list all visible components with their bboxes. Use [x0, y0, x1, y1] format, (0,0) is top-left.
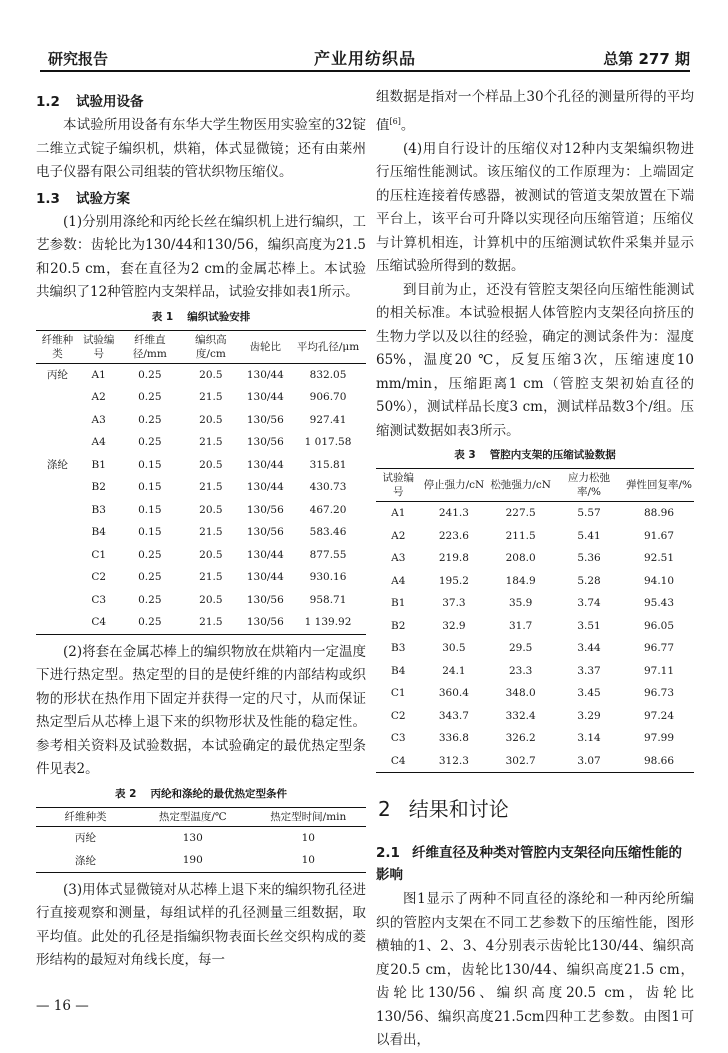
table-cell: 130/56	[246, 526, 284, 539]
section-number: 2	[378, 797, 391, 821]
table-cell: 130	[182, 831, 203, 844]
table-row	[376, 727, 694, 750]
table-cell: C1	[390, 687, 406, 700]
table-cell: 21.5	[199, 481, 223, 494]
table-cell: B3	[391, 642, 406, 655]
table-2-caption	[36, 786, 366, 801]
paragraph-results: 图1显示了两种不同直径的涤纶和一种丙纶所编织的管腔内支架在不同工艺参数下的压缩性能，图形横轴的1、2、3、4分别表示齿轮比130/44、编织高度20.5 cm，齿轮比130/44、编织高度21.5 cm，齿轮比130/56、编织高度20.5 cm，齿轮比130/56、编织高度21.5cm四种工艺参数。由图1可以看出，	[376, 891, 694, 1048]
column-header: 弹性回复率/%	[624, 469, 694, 502]
heading-number: 1.3	[36, 190, 60, 207]
table-cell: 0.15	[138, 458, 162, 471]
table-row	[36, 566, 366, 589]
table-cell: 130/44	[246, 368, 284, 381]
table-cell: 211.5	[505, 529, 536, 542]
table-cell: A3	[91, 413, 106, 426]
table-cell: 20.5	[199, 458, 223, 471]
table-cell: 348.0	[505, 687, 536, 700]
table-cell: 97.99	[643, 732, 675, 745]
table-cell: 21.5	[199, 571, 223, 584]
column-header: 停止强力/cN	[421, 469, 488, 502]
journal-title: 产业用纺织品	[313, 49, 416, 68]
table-cell: 3.07	[554, 750, 624, 773]
table-cell: A1	[91, 368, 106, 381]
table-cell: 227.5	[505, 507, 536, 520]
table-cell: B2	[391, 619, 406, 632]
table-cell: 97.11	[643, 664, 675, 677]
table-cell: 94.10	[643, 574, 675, 587]
table-cell: 336.8	[438, 732, 469, 745]
paragraph-continued	[376, 86, 694, 138]
table-cell: C2	[390, 709, 406, 722]
table-cell: 343.7	[438, 709, 469, 722]
table-cell: 96.05	[643, 619, 675, 632]
table-cell: 241.3	[438, 507, 469, 520]
header-rule	[40, 70, 690, 72]
table-cell: 1 017.58	[304, 436, 352, 449]
table-cell: 360.4	[438, 687, 469, 700]
table-cell: A4	[91, 436, 106, 449]
header-section-label: 研究报告	[48, 50, 109, 68]
table-cell: C1	[91, 548, 107, 561]
table-cell: 5.36	[577, 552, 601, 565]
page-number: — 16 —	[36, 998, 89, 1014]
table-cell: 30.5	[442, 642, 466, 655]
table-3-body	[376, 502, 694, 773]
table-row	[376, 750, 694, 773]
table-cell: 208.0	[505, 552, 536, 565]
table-cell: 5.57	[577, 507, 601, 520]
table-cell: 312.3	[421, 750, 488, 773]
table-label: 表 2	[115, 787, 137, 800]
table-row	[36, 849, 366, 872]
column-header: 试验编号	[376, 469, 421, 502]
table-row	[376, 615, 694, 638]
table-label: 表 1	[151, 310, 174, 323]
table-2-body	[36, 826, 366, 872]
table-2	[36, 807, 366, 873]
table-cell: 583.46	[309, 526, 347, 539]
table-cell: A3	[391, 552, 406, 565]
table-1-caption	[36, 309, 366, 324]
table-cell: 10	[251, 849, 367, 872]
table-cell: 92.51	[643, 552, 675, 565]
table-title: 丙纶和涤纶的最优热定型条件	[150, 787, 287, 800]
table-cell	[36, 566, 79, 589]
table-cell: 0.25	[138, 436, 162, 449]
column-header: 热定型时间/min	[251, 807, 367, 826]
table-cell: 130/44	[246, 458, 284, 471]
heading-1-3	[36, 187, 366, 207]
running-header	[40, 40, 690, 70]
table-row	[376, 570, 694, 593]
paragraph-plan-2: (2)将套在金属芯棒上的编织物放在烘箱内一定温度下进行热定型。热定型的目的是使纤维的内部结构或织物的形状在热作用下固定并获得一定的尺寸，从而保证热定型后从芯棒上退下来的织物形状及性能的稳定性。参考相关资料及试验数据，本试验确定的最优热定型条件见表2。	[36, 643, 366, 777]
table-cell: 32.9	[442, 619, 466, 632]
table-row	[376, 525, 694, 548]
citation-ref: [6]	[389, 116, 401, 126]
table-cell: 3.29	[577, 709, 601, 722]
table-cell	[36, 386, 79, 409]
paragraph-plan-1: (1)分别用涤纶和丙纶长丝在编织机上进行编织，工艺参数：齿轮比为130/44和130/56，编织高度为21.5和20.5 cm，套在直径为2 cm的金属芯棒上。本试验共编织了12种管腔内支架样品，试验安排如表1所示。	[36, 213, 366, 300]
table-cell: 20.5	[199, 548, 223, 561]
section-2-heading	[378, 793, 694, 822]
table-cell: 10	[301, 831, 315, 844]
table-cell: 195.2	[438, 574, 469, 587]
table-row	[36, 431, 366, 454]
column-header: 试验编号	[79, 330, 119, 363]
table-cell: A2	[91, 391, 106, 404]
table-cell: C4	[376, 750, 421, 773]
column-header: 纤维种类	[36, 330, 79, 363]
table-cell: 5.28	[577, 574, 601, 587]
column-header: 热定型温度/℃	[135, 807, 251, 826]
table-cell: 96.73	[643, 687, 675, 700]
table-cell: 430.73	[309, 481, 347, 494]
table-cell: 0.25	[138, 571, 162, 584]
table-cell: 95.43	[643, 597, 675, 610]
table-cell: 0.25	[138, 391, 162, 404]
table-cell	[36, 589, 79, 612]
table-cell: B1	[91, 458, 106, 471]
table-cell: B4	[91, 526, 106, 539]
table-cell: 130/44	[246, 481, 284, 494]
table-cell: 332.4	[505, 709, 536, 722]
table-cell: 906.70	[309, 391, 347, 404]
table-cell: 21.5	[199, 436, 223, 449]
table-cell: B4	[391, 664, 406, 677]
table-cell	[36, 521, 79, 544]
table-cell: 91.67	[643, 529, 675, 542]
table-row	[36, 589, 366, 612]
table-cell: 930.16	[309, 571, 347, 584]
table-cell: B2	[91, 481, 106, 494]
table-cell: 涤纶	[36, 849, 135, 872]
table-cell: 832.05	[309, 368, 347, 381]
table-cell: C4	[79, 611, 119, 634]
table-row	[36, 476, 366, 499]
table-cell: 3.74	[577, 597, 601, 610]
table-cell: 24.1	[442, 664, 466, 677]
table-cell: B3	[91, 503, 106, 516]
table-cell: 涤纶	[46, 459, 68, 472]
paragraph-equipment: 本试验所用设备有东华大学生物医用实验室的32锭二维立式锭子编织机，烘箱，体式显微镜；还有由莱州电子仪器有限公司组装的管状织物压缩仪。	[36, 117, 366, 180]
table-cell: 130/44	[246, 391, 284, 404]
table-cell: 3.51	[577, 619, 601, 632]
table-cell: 21.5	[181, 611, 240, 634]
table-cell: 21.5	[199, 526, 223, 539]
table-1-body	[36, 363, 366, 634]
table-cell: 3.37	[577, 664, 601, 677]
paragraph-test-conditions: 到目前为止，还没有管腔支架径向压缩性能测试的相关标准。本试验根据人体管腔内支架径向挤压的生物力学以及以往的经验，确定的测试条件为：湿度65%，温度20 ℃，反复压缩3次，压缩速度10 mm/min，压缩距离1 cm（管腔支架初始直径的50%），测试样品长度3 cm，测试样品数3个/组。压缩测试数据如表3所示。	[376, 281, 694, 439]
table-title: 管腔内支架的压缩试验数据	[489, 449, 616, 461]
table-label: 表 3	[454, 449, 476, 461]
table-row	[36, 386, 366, 409]
table-cell: 0.15	[138, 526, 162, 539]
column-header: 松弛强力/cN	[487, 469, 554, 502]
table-cell: 丙纶	[75, 832, 96, 845]
table-cell: 0.25	[138, 548, 162, 561]
table-cell: 20.5	[199, 368, 223, 381]
heading-text: 试验用设备	[76, 94, 144, 110]
table-cell: 190	[135, 849, 251, 872]
column-header: 应力松弛率/%	[554, 469, 624, 502]
left-column	[36, 86, 366, 973]
table-cell: 37.3	[442, 597, 466, 610]
table-cell: 219.8	[438, 552, 469, 565]
table-cell: 31.7	[508, 619, 533, 632]
table-row	[376, 705, 694, 728]
table-cell	[36, 544, 79, 567]
table-cell: 3.44	[577, 642, 601, 655]
table-cell: 丙纶	[46, 369, 68, 382]
table-cell: 184.9	[505, 574, 536, 587]
table-cell	[36, 431, 79, 454]
table-cell: 96.77	[643, 642, 675, 655]
table-cell: 3.45	[577, 687, 601, 700]
table-header-row	[36, 807, 366, 826]
table-cell: 326.2	[505, 732, 536, 745]
table-cell: 0.25	[138, 593, 162, 606]
column-header: 编织高度/cm	[181, 330, 240, 363]
table-3	[376, 468, 694, 773]
table-row	[36, 826, 366, 849]
table-row	[376, 660, 694, 683]
table-cell: 0.25	[138, 368, 162, 381]
table-cell: 130/44	[246, 571, 284, 584]
table-cell: 130/56	[246, 436, 284, 449]
table-cell: 5.41	[577, 529, 601, 542]
table-cell: 20.5	[199, 413, 223, 426]
column-header: 纤维种类	[36, 807, 135, 826]
table-title: 编织试验安排	[187, 310, 251, 323]
table-row	[36, 611, 366, 634]
table-cell: C3	[390, 732, 406, 745]
heading-2-1	[376, 842, 694, 886]
table-cell: 0.15	[138, 481, 162, 494]
table-cell: 21.5	[199, 391, 223, 404]
table-row	[36, 499, 366, 522]
column-header: 齿轮比	[241, 330, 291, 363]
table-cell: C2	[91, 571, 107, 584]
paragraph-plan-3: (3)用体式显微镜对从芯棒上退下来的编织物孔径进行直接观察和测量，每组试样的孔径测量三组数据，取平均值。此处的孔径是指编织物表面长丝交织构成的菱形结构的最短对角线长度，每一	[36, 881, 366, 968]
section-title: 结果和讨论	[408, 797, 509, 821]
column-header: 平均孔径/μm	[290, 330, 366, 363]
heading-text: 试验方案	[76, 190, 130, 207]
table-cell: 130/56	[241, 611, 291, 634]
table-cell: 1 139.92	[290, 611, 366, 634]
table-1	[36, 330, 366, 635]
table-cell: 302.7	[487, 750, 554, 773]
heading-text: 纤维直径及种类对管腔内支架径向压缩性能的影响	[376, 845, 682, 883]
table-cell: B1	[391, 597, 406, 610]
table-row	[376, 682, 694, 705]
table-cell: 130/44	[246, 548, 284, 561]
table-cell	[36, 499, 79, 522]
table-header-row	[36, 330, 366, 363]
table-row	[36, 454, 366, 477]
paragraph-plan-4: (4)用自行设计的压缩仪对12种内支架编织物进行压缩性能测试。该压缩仪的工作原理为：上端固定的压柱连接着传感器，被测试的管道支架放置在下端平台上，该平台可升降以实现径向压缩管道；压缩仪与计算机相连，计算机中的压缩测试软件采集并显示压缩试验所得到的数据。	[376, 140, 694, 274]
table-cell: 20.5	[199, 593, 223, 606]
table-row	[36, 544, 366, 567]
table-3-caption	[376, 447, 694, 462]
table-cell: 223.6	[438, 529, 469, 542]
table-cell	[36, 409, 79, 432]
table-cell: 35.9	[508, 597, 533, 610]
table-row	[376, 592, 694, 615]
table-cell: 0.15	[138, 503, 162, 516]
table-cell: 0.25	[118, 611, 181, 634]
table-cell: 97.24	[643, 709, 675, 722]
table-cell: 467.20	[309, 503, 347, 516]
table-cell: 927.41	[309, 413, 347, 426]
table-cell: C3	[91, 593, 107, 606]
right-column	[376, 86, 694, 1053]
table-cell: 20.5	[199, 503, 223, 516]
table-cell: 130/56	[246, 413, 284, 426]
table-cell: A2	[391, 529, 406, 542]
table-row	[36, 409, 366, 432]
table-row	[376, 637, 694, 660]
table-cell: 23.3	[508, 664, 533, 677]
table-cell: 315.81	[309, 458, 347, 471]
table-cell	[36, 476, 79, 499]
table-cell: A4	[391, 574, 406, 587]
table-row	[376, 547, 694, 570]
column-header: 纤维直径/mm	[118, 330, 181, 363]
table-cell: 88.96	[643, 507, 675, 520]
heading-number: 1.2	[36, 94, 60, 110]
table-cell: 130/56	[246, 503, 284, 516]
table-cell: 130/56	[246, 593, 284, 606]
table-cell: 877.55	[309, 548, 347, 561]
issue-number: 总第 277 期	[603, 50, 690, 68]
heading-1-2	[36, 90, 366, 110]
paragraph-text-end: 。	[400, 117, 415, 133]
table-row	[36, 521, 366, 544]
table-row	[376, 502, 694, 525]
paragraph-text: 组数据是指对一个样品上30个孔径的测量所得的平均值	[376, 89, 694, 133]
heading-number: 2.1	[376, 845, 400, 861]
table-cell: 958.71	[309, 593, 347, 606]
table-cell: 29.5	[508, 642, 533, 655]
table-cell: 0.25	[138, 413, 162, 426]
table-cell: A1	[391, 507, 406, 520]
table-header-row	[376, 469, 694, 502]
table-cell	[36, 611, 79, 634]
table-cell: 3.14	[577, 732, 601, 745]
table-row	[36, 363, 366, 386]
table-cell: 98.66	[624, 750, 694, 773]
